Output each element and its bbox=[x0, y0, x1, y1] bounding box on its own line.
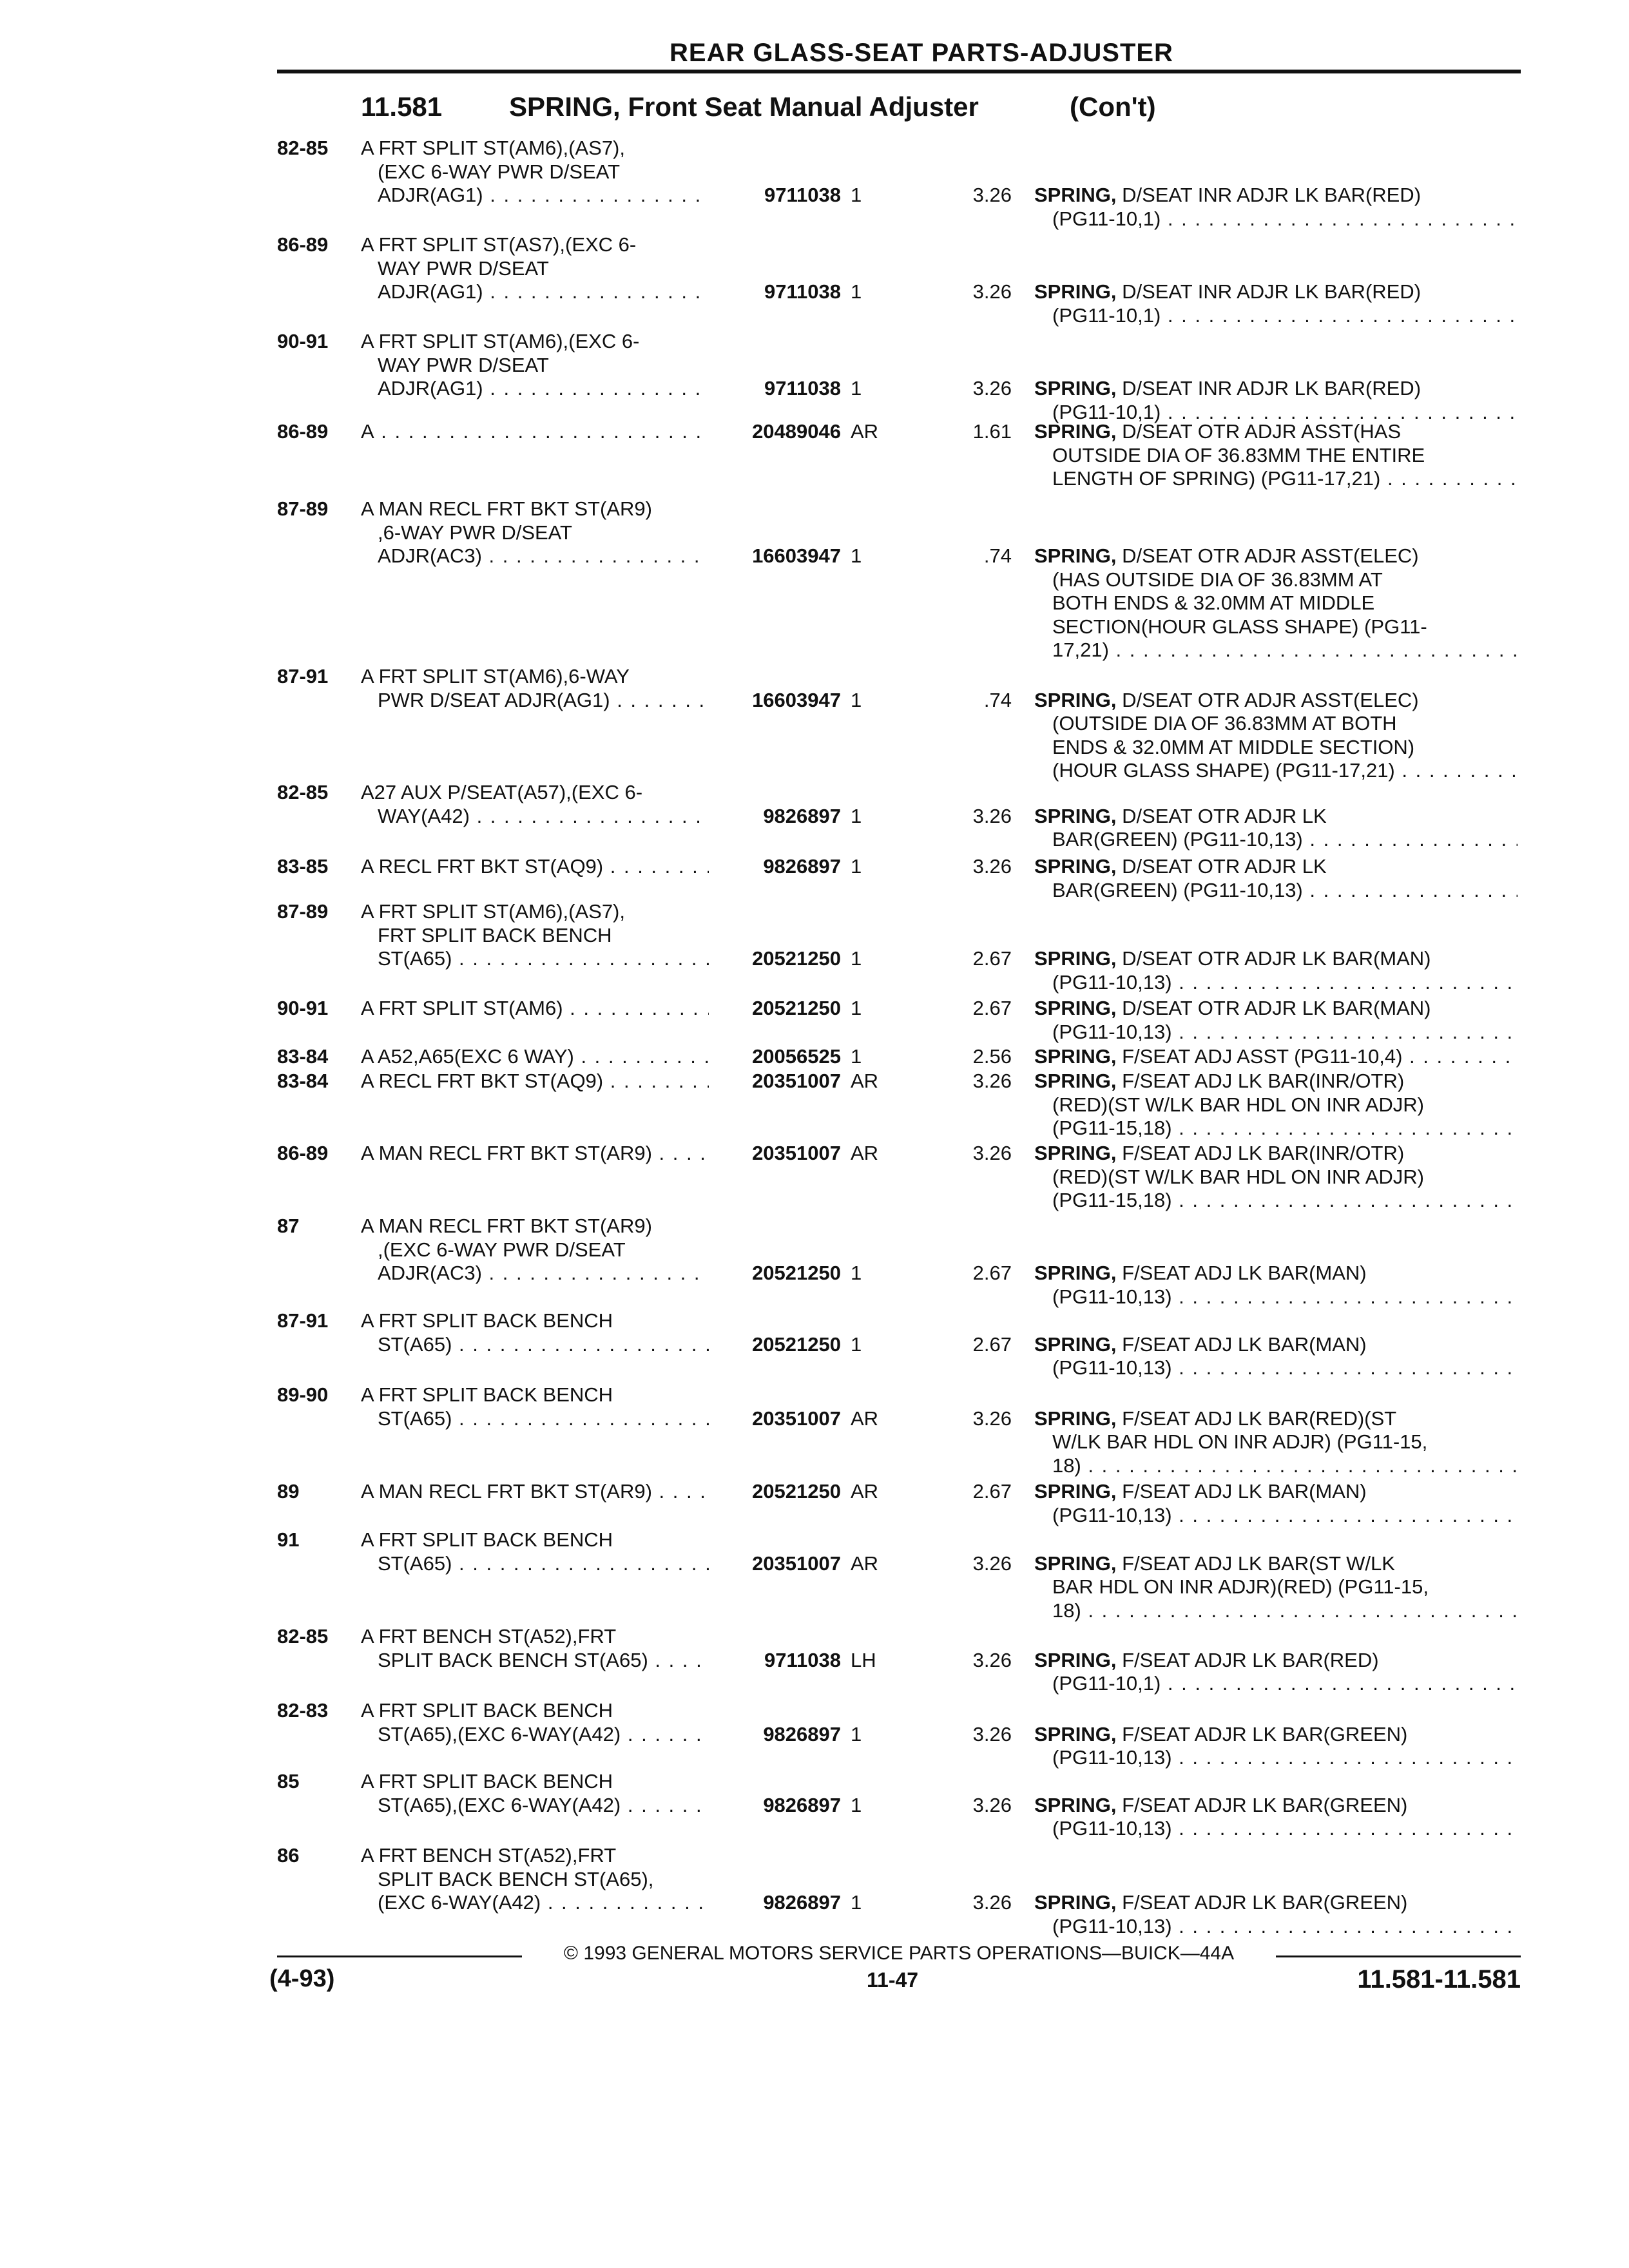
entry-application-line: ADJR(AG1) . . . bbox=[361, 280, 709, 304]
entry-part-description-line: SPRING, F/SEAT ADJ ASST (PG11-10,4) . . . bbox=[1034, 1045, 1518, 1069]
entry-part-number: 9826897 bbox=[763, 804, 841, 827]
entry-price: 3.26 bbox=[972, 1722, 1012, 1745]
entry-year-range: 89-90 bbox=[277, 1383, 329, 1406]
part-name-keyword: SPRING, bbox=[1034, 377, 1117, 399]
entry-part-description bbox=[1034, 689, 1518, 783]
entry-part-description-line: SPRING, F/SEAT ADJ LK BAR(INR/OTR) bbox=[1034, 1142, 1405, 1164]
entry-part-description-line: ENDS & 32.0MM AT MIDDLE SECTION) bbox=[1052, 735, 1415, 758]
entry-quantity: 1 bbox=[851, 544, 862, 567]
part-name-keyword: SPRING, bbox=[1034, 1070, 1117, 1092]
entry-quantity: 1 bbox=[851, 1891, 862, 1914]
entry-quantity: 1 bbox=[851, 377, 862, 399]
entry-application-line: WAY PWR D/SEAT bbox=[378, 353, 549, 376]
entry-application-line: A MAN RECL FRT BKT ST(AR9) . . . bbox=[361, 1480, 709, 1504]
entry-year-range: 87 bbox=[277, 1215, 300, 1237]
entry-application-line: A FRT SPLIT BACK BENCH bbox=[361, 1383, 613, 1406]
part-name-keyword: SPRING, bbox=[1034, 804, 1117, 827]
entry-part-number: 9711038 bbox=[764, 280, 841, 303]
entry-application-line: WAY(A42) . . . bbox=[361, 805, 709, 829]
entry-year-range: 83-84 bbox=[277, 1045, 329, 1068]
footer-page-number: 11-47 bbox=[867, 1968, 919, 1992]
entry-application-line: ST(A65) . . . bbox=[361, 1407, 709, 1431]
entry-part-description-line: (PG11-10,1) . . . bbox=[1034, 401, 1518, 425]
entry-application bbox=[361, 137, 709, 207]
entry-year-range: 86-89 bbox=[277, 233, 329, 256]
entry-part-description-line: SPRING, F/SEAT ADJ LK BAR(RED)(ST bbox=[1034, 1407, 1397, 1430]
entry-quantity: 1 bbox=[851, 1262, 862, 1284]
entry-application-line: A27 AUX P/SEAT(A57),(EXC 6- bbox=[361, 781, 643, 803]
entry-year-range: 89 bbox=[277, 1480, 300, 1503]
entry-year-range: 86-89 bbox=[277, 1142, 329, 1164]
entry-application-line: ADJR(AC3) . . . bbox=[361, 544, 709, 568]
entry-part-description bbox=[1034, 947, 1518, 994]
section-number: 11.581 bbox=[361, 91, 443, 122]
page-header-title: REAR GLASS-SEAT PARTS-ADJUSTER bbox=[670, 39, 1173, 67]
entry-price: 2.67 bbox=[972, 1262, 1012, 1284]
entry-part-description-line: SPRING, D/SEAT OTR ADJR ASST(ELEC) bbox=[1034, 688, 1419, 711]
entry-part-description-line: SPRING, D/SEAT INR ADJR LK BAR(RED) bbox=[1034, 280, 1422, 303]
entry-application-line: A MAN RECL FRT BKT ST(AR9) bbox=[361, 497, 652, 520]
entry-application bbox=[361, 855, 709, 879]
entry-application-line: ST(A65) . . . bbox=[361, 947, 709, 971]
part-name-keyword: SPRING, bbox=[1034, 1793, 1117, 1816]
entry-part-number: 20351007 bbox=[752, 1407, 841, 1430]
entry-part-number: 20351007 bbox=[752, 1552, 841, 1575]
entry-application-line: A FRT SPLIT ST(AM6),6-WAY bbox=[361, 665, 630, 687]
entry-application-line: WAY PWR D/SEAT bbox=[378, 256, 549, 280]
entry-year-range: 82-85 bbox=[277, 137, 329, 159]
footer-date-code: (4-93) bbox=[269, 1965, 335, 1992]
entry-application bbox=[361, 1844, 709, 1915]
entry-part-description-line: 18) . . . bbox=[1034, 1599, 1518, 1623]
entry-application bbox=[361, 1309, 709, 1356]
entry-price: 3.26 bbox=[972, 1070, 1012, 1092]
entry-part-description bbox=[1034, 1045, 1518, 1069]
entry-application-line: ADJR(AG1) . . . bbox=[361, 184, 709, 207]
part-name-keyword: SPRING, bbox=[1034, 1045, 1117, 1068]
entry-quantity: 1 bbox=[851, 855, 862, 878]
section-continued: (Con't) bbox=[1070, 91, 1156, 122]
entry-price: 1.61 bbox=[972, 420, 1012, 443]
entry-application-line: A FRT SPLIT BACK BENCH bbox=[361, 1699, 613, 1722]
entry-part-description bbox=[1034, 1407, 1518, 1478]
entry-price: 3.26 bbox=[972, 1407, 1012, 1430]
entry-part-description bbox=[1034, 855, 1518, 902]
entry-application-line: (EXC 6-WAY(A42) . . . bbox=[361, 1891, 709, 1915]
part-name-keyword: SPRING, bbox=[1034, 855, 1117, 878]
entry-application bbox=[361, 1528, 709, 1575]
part-name-keyword: SPRING, bbox=[1034, 997, 1117, 1019]
part-name-keyword: SPRING, bbox=[1034, 1648, 1117, 1671]
entry-quantity: 1 bbox=[851, 997, 862, 1019]
entry-part-description bbox=[1034, 1070, 1518, 1140]
entry-price: 3.26 bbox=[972, 377, 1012, 399]
entry-part-description bbox=[1034, 1891, 1518, 1938]
entry-application-line: A MAN RECL FRT BKT ST(AR9) . . . bbox=[361, 1142, 709, 1166]
entry-part-description-line: OUTSIDE DIA OF 36.83MM THE ENTIRE bbox=[1052, 443, 1425, 466]
entry-part-number: 16603947 bbox=[752, 544, 841, 567]
entry-part-description-line: SPRING, D/SEAT OTR ADJR ASST(ELEC) bbox=[1034, 544, 1419, 567]
entry-part-description-line: SPRING, F/SEAT ADJR LK BAR(GREEN) bbox=[1034, 1891, 1408, 1914]
part-name-keyword: SPRING, bbox=[1034, 1142, 1117, 1164]
entry-part-number: 9711038 bbox=[764, 184, 841, 206]
entry-part-description-line: (PG11-15,18) . . . bbox=[1034, 1189, 1518, 1213]
entry-part-description-line: SPRING, F/SEAT ADJR LK BAR(RED) bbox=[1034, 1648, 1379, 1671]
entry-quantity: 1 bbox=[851, 1722, 862, 1745]
entry-part-description-line: (PG11-10,13) . . . bbox=[1034, 1915, 1518, 1939]
part-name-keyword: SPRING, bbox=[1034, 1332, 1117, 1356]
entry-application bbox=[361, 1480, 709, 1504]
entry-quantity: AR bbox=[851, 1407, 879, 1430]
footer-copyright: © 1993 GENERAL MOTORS SERVICE PARTS OPERATIONS—BUICK—44A bbox=[563, 1943, 1235, 1964]
entry-application-line: ST(A65) . . . bbox=[361, 1333, 709, 1357]
entry-part-description bbox=[1034, 1723, 1518, 1770]
entry-part-description bbox=[1034, 184, 1518, 231]
entry-part-description-line: SPRING, D/SEAT INR ADJR LK BAR(RED) bbox=[1034, 184, 1422, 206]
entry-part-description bbox=[1034, 1649, 1518, 1696]
entry-part-number: 9826897 bbox=[763, 1891, 841, 1914]
entry-year-range: 86 bbox=[277, 1844, 300, 1867]
entry-quantity: 1 bbox=[851, 947, 862, 970]
entry-part-description-line: SPRING, F/SEAT ADJR LK BAR(GREEN) bbox=[1034, 1722, 1408, 1745]
entry-price: 3.26 bbox=[972, 1891, 1012, 1914]
entry-year-range: 82-85 bbox=[277, 1625, 329, 1648]
entry-application bbox=[361, 1625, 709, 1672]
entry-quantity: 1 bbox=[851, 280, 862, 303]
entry-price: .74 bbox=[983, 688, 1012, 711]
entry-part-description-line: (PG11-10,13) . . . bbox=[1034, 1504, 1518, 1528]
entry-price: 2.56 bbox=[972, 1045, 1012, 1068]
entry-application-line: A FRT SPLIT BACK BENCH bbox=[361, 1528, 613, 1551]
entry-application bbox=[361, 497, 709, 568]
entry-application bbox=[361, 1142, 709, 1166]
entry-quantity: LH bbox=[851, 1648, 876, 1671]
entry-part-description bbox=[1034, 1794, 1518, 1841]
entry-application bbox=[361, 1383, 709, 1430]
entry-part-number: 20521250 bbox=[752, 1480, 841, 1503]
entry-year-range: 83-84 bbox=[277, 1070, 329, 1092]
entry-part-number: 20521250 bbox=[752, 1332, 841, 1356]
entry-application bbox=[361, 330, 709, 401]
entry-price: 3.26 bbox=[972, 1552, 1012, 1575]
entry-application-line: A FRT BENCH ST(A52),FRT bbox=[361, 1844, 617, 1867]
entry-part-description-line: (PG11-10,1) . . . bbox=[1034, 1672, 1518, 1696]
entry-quantity: AR bbox=[851, 420, 879, 443]
entry-part-description-line: (RED)(ST W/LK BAR HDL ON INR ADJR) bbox=[1052, 1165, 1424, 1188]
entry-quantity: AR bbox=[851, 1070, 879, 1092]
entry-quantity: 1 bbox=[851, 1793, 862, 1816]
part-name-keyword: SPRING, bbox=[1034, 688, 1117, 711]
footer-rule-left bbox=[277, 1956, 522, 1957]
entry-part-description-line: (OUTSIDE DIA OF 36.83MM AT BOTH bbox=[1052, 712, 1397, 735]
entry-part-description bbox=[1034, 1552, 1518, 1623]
entry-price: 2.67 bbox=[972, 1332, 1012, 1356]
entry-part-description bbox=[1034, 805, 1518, 852]
entry-quantity: 1 bbox=[851, 804, 862, 827]
entry-application-line: A . . . bbox=[361, 420, 709, 444]
entry-part-number: 16603947 bbox=[752, 688, 841, 711]
part-name-keyword: SPRING, bbox=[1034, 1480, 1117, 1503]
entry-application-line: ,(EXC 6-WAY PWR D/SEAT bbox=[378, 1238, 626, 1261]
entry-part-description-line: SPRING, D/SEAT OTR ADJR LK BAR(MAN) bbox=[1034, 947, 1431, 970]
entry-part-description-line: (HOUR GLASS SHAPE) (PG11-17,21) . . . bbox=[1034, 759, 1518, 783]
entry-part-number: 20521250 bbox=[752, 997, 841, 1019]
entry-application-line: A FRT SPLIT ST(AS7),(EXC 6- bbox=[361, 233, 637, 256]
footer-section-range: 11.581-11.581 bbox=[1357, 1965, 1521, 1994]
entry-part-number: 20521250 bbox=[752, 947, 841, 970]
entry-part-description bbox=[1034, 1333, 1518, 1380]
entry-part-description-line: SPRING, F/SEAT ADJR LK BAR(GREEN) bbox=[1034, 1793, 1408, 1816]
part-name-keyword: SPRING, bbox=[1034, 1891, 1117, 1914]
entry-year-range: 87-91 bbox=[277, 665, 329, 687]
entry-application-line: A FRT SPLIT ST(AM6) . . . bbox=[361, 997, 709, 1021]
section-title: SPRING, Front Seat Manual Adjuster bbox=[509, 91, 979, 122]
entry-part-description-line: BAR(GREEN) (PG11-10,13) . . . bbox=[1034, 828, 1518, 852]
entry-application-line: A FRT SPLIT BACK BENCH bbox=[361, 1770, 613, 1792]
entry-part-description bbox=[1034, 377, 1518, 424]
entry-quantity: 1 bbox=[851, 1332, 862, 1356]
part-name-keyword: SPRING, bbox=[1034, 544, 1117, 567]
entry-year-range: 86-89 bbox=[277, 420, 329, 443]
entry-application-line: (EXC 6-WAY PWR D/SEAT bbox=[378, 160, 621, 183]
entry-year-range: 87-89 bbox=[277, 900, 329, 923]
entry-application bbox=[361, 665, 709, 712]
entry-application bbox=[361, 233, 709, 304]
entry-part-description-line: 17,21) . . . bbox=[1034, 639, 1518, 662]
entry-application bbox=[361, 1070, 709, 1093]
entry-part-description bbox=[1034, 420, 1518, 491]
part-name-keyword: SPRING, bbox=[1034, 1407, 1117, 1430]
entry-quantity: 1 bbox=[851, 688, 862, 711]
entry-price: .74 bbox=[983, 544, 1012, 567]
entry-application-line: A FRT SPLIT ST(AM6),(AS7), bbox=[361, 137, 625, 159]
entry-application bbox=[361, 420, 709, 444]
entry-quantity: 1 bbox=[851, 184, 862, 206]
entry-price: 2.67 bbox=[972, 947, 1012, 970]
header-rule bbox=[277, 70, 1521, 73]
footer-rule-right bbox=[1276, 1956, 1521, 1957]
entry-application-line: A MAN RECL FRT BKT ST(AR9) bbox=[361, 1215, 652, 1237]
entry-part-number: 20521250 bbox=[752, 1262, 841, 1284]
entry-part-description-line: BAR(GREEN) (PG11-10,13) . . . bbox=[1034, 879, 1518, 903]
entry-application-line: ST(A65) . . . bbox=[361, 1552, 709, 1576]
entry-application-line: ST(A65),(EXC 6-WAY(A42) . . . bbox=[361, 1723, 709, 1747]
entry-part-number: 9826897 bbox=[763, 855, 841, 878]
entry-year-range: 85 bbox=[277, 1770, 300, 1792]
entry-part-description-line: SPRING, F/SEAT ADJ LK BAR(MAN) bbox=[1034, 1332, 1367, 1356]
entry-part-description-line: (PG11-15,18) . . . bbox=[1034, 1117, 1518, 1140]
entry-part-number: 9711038 bbox=[764, 1648, 841, 1671]
entry-price: 3.26 bbox=[972, 804, 1012, 827]
entry-application-line: A RECL FRT BKT ST(AQ9) . . . bbox=[361, 1070, 709, 1093]
entry-part-description-line: SPRING, D/SEAT INR ADJR LK BAR(RED) bbox=[1034, 377, 1422, 399]
entry-application bbox=[361, 781, 709, 828]
entry-part-description-line: SPRING, F/SEAT ADJ LK BAR(MAN) bbox=[1034, 1480, 1367, 1503]
entry-part-description-line: (PG11-10,13) . . . bbox=[1034, 1356, 1518, 1380]
entry-part-description-line: (PG11-10,13) . . . bbox=[1034, 1746, 1518, 1770]
entry-price: 3.26 bbox=[972, 855, 1012, 878]
entry-part-description bbox=[1034, 544, 1518, 662]
entry-part-description bbox=[1034, 997, 1518, 1044]
entry-part-number: 20056525 bbox=[752, 1045, 841, 1068]
entry-part-description-line: SPRING, D/SEAT OTR ADJR LK bbox=[1034, 855, 1327, 878]
entry-part-description-line: BOTH ENDS & 32.0MM AT MIDDLE bbox=[1052, 591, 1375, 614]
entry-application-line: ADJR(AG1) . . . bbox=[361, 377, 709, 401]
entry-application-line: A FRT BENCH ST(A52),FRT bbox=[361, 1625, 617, 1648]
entry-year-range: 91 bbox=[277, 1528, 300, 1551]
entry-part-description-line: SECTION(HOUR GLASS SHAPE) (PG11- bbox=[1052, 615, 1427, 638]
entry-application-line: A FRT SPLIT ST(AM6),(EXC 6- bbox=[361, 330, 640, 352]
entry-application-line: SPLIT BACK BENCH ST(A65), bbox=[378, 1867, 654, 1890]
entry-application bbox=[361, 1215, 709, 1285]
entry-part-number: 9711038 bbox=[764, 377, 841, 399]
entry-part-description bbox=[1034, 280, 1518, 327]
entry-price: 3.26 bbox=[972, 1142, 1012, 1164]
entry-application-line: A RECL FRT BKT ST(AQ9) . . . bbox=[361, 855, 709, 879]
entry-application-line: PWR D/SEAT ADJR(AG1) . . . bbox=[361, 689, 709, 713]
entry-application bbox=[361, 1045, 709, 1069]
entry-year-range: 87-89 bbox=[277, 497, 329, 520]
part-name-keyword: SPRING, bbox=[1034, 1552, 1117, 1575]
entry-part-number: 20351007 bbox=[752, 1142, 841, 1164]
entry-application bbox=[361, 997, 709, 1021]
entry-part-description-line: 18) . . . bbox=[1034, 1454, 1518, 1478]
entry-application-line: FRT SPLIT BACK BENCH bbox=[378, 923, 612, 947]
entry-price: 3.26 bbox=[972, 1648, 1012, 1671]
entry-part-description-line: (PG11-10,13) . . . bbox=[1034, 1285, 1518, 1309]
entry-price: 2.67 bbox=[972, 997, 1012, 1019]
entry-price: 3.26 bbox=[972, 280, 1012, 303]
entry-part-description-line: SPRING, F/SEAT ADJ LK BAR(ST W/LK bbox=[1034, 1552, 1395, 1575]
entry-price: 3.26 bbox=[972, 1793, 1012, 1816]
part-name-keyword: SPRING, bbox=[1034, 1722, 1117, 1745]
entry-part-description bbox=[1034, 1480, 1518, 1527]
part-name-keyword: SPRING, bbox=[1034, 420, 1117, 443]
entry-quantity: AR bbox=[851, 1552, 879, 1575]
entry-part-number: 20489046 bbox=[752, 420, 841, 443]
entry-part-description-line: SPRING, D/SEAT OTR ADJR LK bbox=[1034, 804, 1327, 827]
part-name-keyword: SPRING, bbox=[1034, 280, 1117, 303]
entry-part-number: 20351007 bbox=[752, 1070, 841, 1092]
entry-part-description-line: (HAS OUTSIDE DIA OF 36.83MM AT bbox=[1052, 568, 1383, 591]
entry-quantity: AR bbox=[851, 1480, 879, 1503]
entry-part-description-line: (RED)(ST W/LK BAR HDL ON INR ADJR) bbox=[1052, 1093, 1424, 1116]
entry-part-description bbox=[1034, 1142, 1518, 1213]
entry-quantity: AR bbox=[851, 1142, 879, 1164]
entry-application-line: A FRT SPLIT BACK BENCH bbox=[361, 1309, 613, 1332]
part-name-keyword: SPRING, bbox=[1034, 184, 1117, 206]
entry-part-description-line: (PG11-10,1) . . . bbox=[1034, 304, 1518, 328]
entry-year-range: 90-91 bbox=[277, 997, 329, 1019]
entry-application-line: ST(A65),(EXC 6-WAY(A42) . . . bbox=[361, 1794, 709, 1818]
part-name-keyword: SPRING, bbox=[1034, 947, 1117, 970]
entry-price: 3.26 bbox=[972, 184, 1012, 206]
entry-application bbox=[361, 900, 709, 971]
entry-part-description-line: BAR HDL ON INR ADJR)(RED) (PG11-15, bbox=[1052, 1575, 1429, 1598]
entry-application-line: A A52,A65(EXC 6 WAY) . . . bbox=[361, 1045, 709, 1069]
entry-part-number: 9826897 bbox=[763, 1722, 841, 1745]
entry-year-range: 90-91 bbox=[277, 330, 329, 352]
entry-application-line: SPLIT BACK BENCH ST(A65) . . . bbox=[361, 1649, 709, 1673]
entry-application-line: ,6-WAY PWR D/SEAT bbox=[378, 521, 572, 544]
entry-application-line: A FRT SPLIT ST(AM6),(AS7), bbox=[361, 900, 625, 923]
entry-year-range: 83-85 bbox=[277, 855, 329, 878]
entry-part-description-line: SPRING, D/SEAT OTR ADJR ASST(HAS bbox=[1034, 420, 1402, 443]
entry-part-description-line: (PG11-10,13) . . . bbox=[1034, 1021, 1518, 1044]
entry-application bbox=[361, 1699, 709, 1746]
entry-part-description bbox=[1034, 1262, 1518, 1309]
section-heading bbox=[361, 91, 1156, 122]
entry-part-description-line: LENGTH OF SPRING) (PG11-17,21) . . . bbox=[1034, 467, 1518, 491]
entry-part-description-line: (PG11-10,13) . . . bbox=[1034, 1817, 1518, 1841]
entry-part-description-line: SPRING, F/SEAT ADJ LK BAR(INR/OTR) bbox=[1034, 1070, 1405, 1092]
entry-quantity: 1 bbox=[851, 1045, 862, 1068]
entry-part-number: 9826897 bbox=[763, 1793, 841, 1816]
entry-part-description-line: SPRING, F/SEAT ADJ LK BAR(MAN) bbox=[1034, 1262, 1367, 1284]
entry-part-description-line: (PG11-10,1) . . . bbox=[1034, 207, 1518, 231]
entry-year-range: 82-85 bbox=[277, 781, 329, 803]
entry-price: 2.67 bbox=[972, 1480, 1012, 1503]
entry-part-description-line: (PG11-10,13) . . . bbox=[1034, 971, 1518, 995]
entry-year-range: 82-83 bbox=[277, 1699, 329, 1722]
entry-application bbox=[361, 1770, 709, 1817]
entry-part-description-line: W/LK BAR HDL ON INR ADJR) (PG11-15, bbox=[1052, 1430, 1428, 1453]
entry-year-range: 87-91 bbox=[277, 1309, 329, 1332]
part-name-keyword: SPRING, bbox=[1034, 1262, 1117, 1284]
entry-part-description-line: SPRING, D/SEAT OTR ADJR LK BAR(MAN) bbox=[1034, 997, 1431, 1019]
entry-application-line: ADJR(AC3) . . . bbox=[361, 1262, 709, 1285]
